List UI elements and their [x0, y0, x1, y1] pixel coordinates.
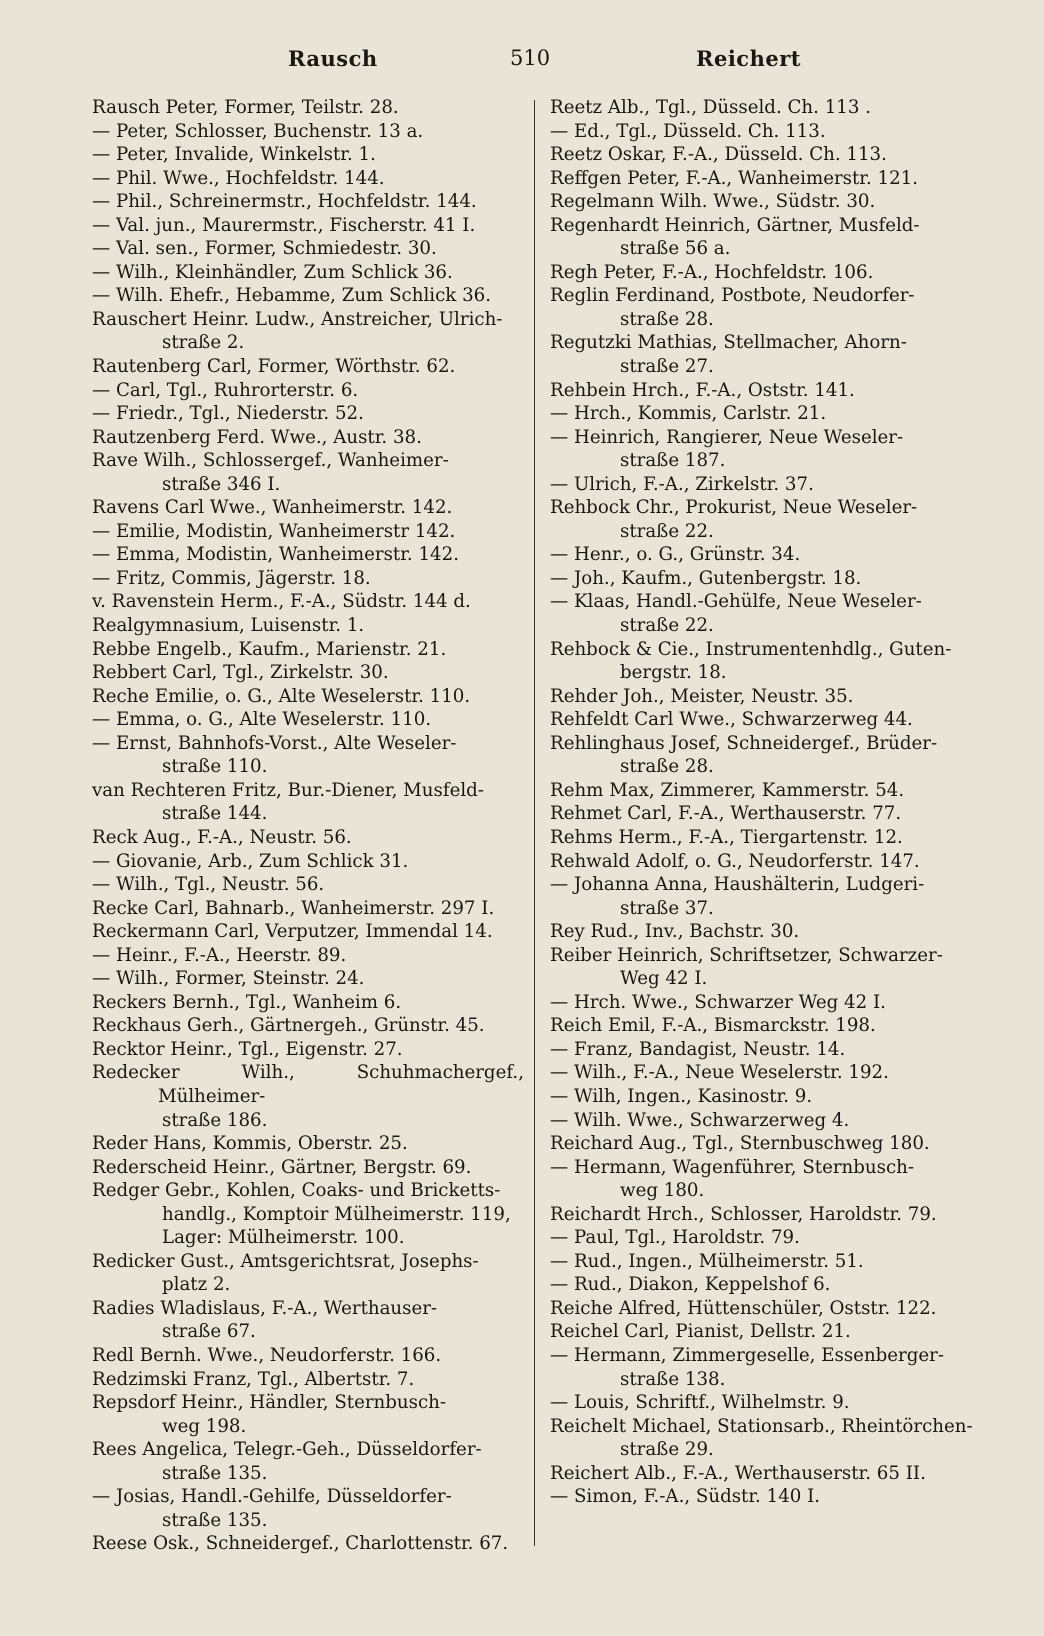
entry-text: — Wilh., Tgl., Neustr. 56.: [92, 874, 325, 896]
directory-entry: [550, 1085, 990, 1109]
entry-text: — Fritz, Commis, Jägerstr. 18.: [92, 567, 371, 589]
directory-entry: [550, 284, 990, 331]
entry-text: — Val. jun., Maurermstr., Fischerstr. 41 I.: [92, 214, 476, 236]
directory-entry: [92, 685, 524, 709]
entry-text: — Heinr., F.-A., Heerstr. 89.: [92, 944, 347, 966]
entry-text: — Peter, Invalide, Winkelstr. 1.: [92, 144, 376, 166]
entry-text: — Wilh. Ehefr., Hebamme, Zum Schlick 36.: [92, 285, 491, 307]
entry-text: — Friedr., Tgl., Niederstr. 52.: [92, 403, 364, 425]
directory-entry: [92, 1532, 524, 1556]
directory-entry: [92, 1014, 524, 1038]
entry-text: — Paul, Tgl., Haroldstr. 79.: [550, 1227, 800, 1249]
directory-entry: [92, 1038, 524, 1062]
directory-entry: [550, 1320, 990, 1344]
directory-entry: [550, 850, 990, 874]
entry-continuation: straße 187.: [620, 450, 726, 472]
entry-text: — Hermann, Zimmergeselle, Essenberger-: [550, 1344, 944, 1366]
entry-text: — Wilh., F.-A., Neue Weselerstr. 192.: [550, 1062, 889, 1084]
directory-entry: [92, 779, 524, 826]
directory-entry: [550, 402, 990, 426]
entry-text: — Hrch. Wwe., Schwarzer Weg 42 I.: [550, 991, 886, 1013]
entry-continuation: weg 180.: [620, 1180, 705, 1202]
directory-entry: [550, 190, 990, 214]
directory-entry: [550, 802, 990, 826]
directory-entry: [550, 590, 990, 637]
entry-text: — Giovanie, Arb., Zum Schlick 31.: [92, 850, 409, 872]
entry-text: Repsdorf Heinr., Händler, Sternbusch-: [92, 1392, 446, 1414]
entry-continuation: weg 198.: [162, 1415, 247, 1437]
entry-text: — Louis, Schriftf., Wilhelmstr. 9.: [550, 1392, 850, 1414]
entry-text: — Franz, Bandagist, Neustr. 14.: [550, 1038, 846, 1060]
directory-entry: [550, 826, 990, 850]
directory-entry: [92, 1132, 524, 1156]
directory-entry: [92, 1156, 524, 1180]
entry-continuation: straße 144.: [162, 803, 268, 825]
entry-text: Redicker Gust., Amtsgerichtsrat, Josephs-: [92, 1250, 479, 1272]
entry-continuation: straße 138.: [620, 1368, 726, 1390]
directory-entry: [550, 496, 990, 543]
directory-entry: [550, 944, 990, 991]
directory-entry: [92, 284, 524, 308]
directory-entry: [550, 473, 990, 497]
entry-text: Rehm Max, Zimmerer, Kammerstr. 54.: [550, 779, 905, 801]
directory-entry: [92, 920, 524, 944]
entry-continuation: straße 110.: [162, 756, 268, 778]
directory-entry: [92, 708, 524, 732]
entry-text: Rebbe Engelb., Kaufm., Marienstr. 21.: [92, 638, 447, 660]
directory-entry: [550, 214, 990, 261]
directory-entry: [550, 1226, 990, 1250]
directory-entry: [92, 567, 524, 591]
entry-text: — Ed., Tgl., Düsseld. Ch. 113.: [550, 120, 826, 142]
entry-text: — Val. sen., Former, Schmiedestr. 30.: [92, 238, 437, 260]
entry-continuation: handlg., Komptoir Mülheimerstr. 119,: [162, 1203, 511, 1225]
entry-text: Rees Angelica, Telegr.-Geh., Düsseldorfer-: [92, 1439, 482, 1461]
entry-text: Regutzki Mathias, Stellmacher, Ahorn-: [550, 332, 907, 354]
entry-continuation: straße 28.: [620, 308, 714, 330]
entry-text: Rehms Herm., F.-A., Tiergartenstr. 12.: [550, 826, 903, 848]
entry-text: — Wilh. Wwe., Schwarzerweg 4.: [550, 1109, 850, 1131]
entry-text: Realgymnasium, Luisenstr. 1.: [92, 615, 365, 637]
directory-entry: [92, 590, 524, 614]
directory-entry: [92, 873, 524, 897]
entry-text: Rehwald Adolf, o. G., Neudorferstr. 147.: [550, 850, 920, 872]
directory-entry: [550, 779, 990, 803]
directory-entry: [92, 1391, 524, 1438]
entry-text: — Hermann, Wagenführer, Sternbusch-: [550, 1156, 914, 1178]
directory-entry: [550, 1415, 990, 1462]
entry-text: Rave Wilh., Schlossergef., Wanheimer-: [92, 450, 449, 472]
entry-text: Reichard Aug., Tgl., Sternbuschweg 180.: [550, 1133, 930, 1155]
entry-text: Redger Gebr., Kohlen, Coaks- und Bricketts-: [92, 1180, 501, 1202]
directory-entry: [550, 1014, 990, 1038]
entry-text: — Emma, o. G., Alte Weselerstr. 110.: [92, 709, 432, 731]
entry-text: Rehbock & Cie., Instrumentenhdlg., Guten-: [550, 638, 952, 660]
directory-entry: [92, 167, 524, 191]
directory-entry: [550, 1344, 990, 1391]
page-header: [0, 46, 1044, 82]
entry-text: Reichardt Hrch., Schlosser, Haroldstr. 79.: [550, 1203, 937, 1225]
entry-text: — Johanna Anna, Haushälterin, Ludgeri-: [550, 874, 925, 896]
left-column: [92, 96, 524, 1556]
directory-entry: [550, 1038, 990, 1062]
directory-entry: [92, 944, 524, 968]
directory-entry: [550, 1273, 990, 1297]
directory-entry: [550, 543, 990, 567]
entry-text: Regelmann Wilh. Wwe., Südstr. 30.: [550, 191, 876, 213]
directory-entry: [92, 1061, 524, 1132]
entry-text: — Josias, Handl.-Gehilfe, Düsseldorfer-: [92, 1486, 452, 1508]
directory-entry: [92, 214, 524, 238]
entry-text: Reichert Alb., F.-A., Werthauserstr. 65 II.: [550, 1462, 926, 1484]
directory-entry: [92, 308, 524, 355]
directory-entry: [550, 1485, 990, 1509]
entry-text: Reckers Bernh., Tgl., Wanheim 6.: [92, 991, 402, 1013]
directory-entry: [550, 732, 990, 779]
entry-text: — Peter, Schlosser, Buchenstr. 13 a.: [92, 120, 424, 142]
entry-text: Regh Peter, F.-A., Hochfeldstr. 106.: [550, 261, 874, 283]
entry-text: Redl Bernh. Wwe., Neudorferstr. 166.: [92, 1344, 442, 1366]
directory-entry: [92, 1179, 524, 1250]
entry-continuation: straße 29.: [620, 1439, 714, 1461]
entry-text: — Klaas, Handl.-Gehülfe, Neue Weseler-: [550, 591, 922, 613]
entry-continuation: straße 27.: [620, 356, 714, 378]
directory-entry: [92, 143, 524, 167]
directory-entry: [550, 991, 990, 1015]
entry-text: — Ernst, Bahnhofs-Vorst., Alte Weseler-: [92, 732, 457, 754]
directory-entry: [92, 120, 524, 144]
entry-text: Rausch Peter, Former, Teilstr. 28.: [92, 97, 399, 118]
header-left-keyword: Rausch: [288, 46, 378, 71]
directory-entry: [550, 96, 990, 120]
directory-entry: [92, 96, 524, 120]
entry-continuation: Weg 42 I.: [620, 968, 708, 990]
directory-entry: [92, 1438, 524, 1485]
entry-text: Redecker Wilh., Schuhmachergef., Mülheimer-: [92, 1062, 524, 1107]
entry-text: Reglin Ferdinand, Postbote, Neudorfer-: [550, 285, 915, 307]
directory-entry: [550, 1297, 990, 1321]
directory-entry: [92, 449, 524, 496]
entry-text: — Wilh, Ingen., Kasinostr. 9.: [550, 1085, 813, 1107]
entry-text: Reese Osk., Schneidergef., Charlottenstr. 67.: [92, 1533, 509, 1555]
directory-entry: [92, 967, 524, 991]
entry-text: — Hrch., Kommis, Carlstr. 21.: [550, 403, 827, 425]
directory-entry: [550, 261, 990, 285]
directory-entry: [92, 426, 524, 450]
entry-text: — Heinrich, Rangierer, Neue Weseler-: [550, 426, 904, 448]
entry-text: — Ulrich, F.-A., Zirkelstr. 37.: [550, 473, 814, 495]
entry-text: — Wilh., Kleinhändler, Zum Schlick 36.: [92, 261, 453, 283]
entry-text: Reiche Alfred, Hüttenschüler, Oststr. 122.: [550, 1297, 937, 1319]
entry-text: Rehder Joh., Meister, Neustr. 35.: [550, 685, 854, 707]
directory-entry: [92, 897, 524, 921]
directory-entry: [92, 261, 524, 285]
directory-entry: [92, 402, 524, 426]
directory-entry: [550, 379, 990, 403]
entry-text: — Joh., Kaufm., Gutenbergstr. 18.: [550, 567, 862, 589]
directory-entry: [550, 920, 990, 944]
entry-text: Reckermann Carl, Verputzer, Immendal 14.: [92, 921, 493, 943]
entry-text: — Phil., Schreinermstr., Hochfeldstr. 144.: [92, 191, 477, 213]
directory-entry: [550, 426, 990, 473]
directory-entry: [92, 355, 524, 379]
header-right-keyword: Reichert: [696, 46, 801, 71]
entry-text: Reche Emilie, o. G., Alte Weselerstr. 110.: [92, 685, 471, 707]
entry-text: Reckhaus Gerh., Gärtnergeh., Grünstr. 45.: [92, 1015, 485, 1037]
entry-text: Reetz Alb., Tgl., Düsseld. Ch. 113 .: [550, 97, 871, 118]
directory-entry: [92, 850, 524, 874]
directory-entry: [92, 1297, 524, 1344]
entry-continuation: straße 135.: [162, 1462, 268, 1484]
directory-entry: [92, 543, 524, 567]
entry-text: Rautenberg Carl, Former, Wörthstr. 62.: [92, 356, 456, 378]
entry-text: Rehfeldt Carl Wwe., Schwarzerweg 44.: [550, 709, 913, 731]
entry-text: Reetz Oskar, F.-A., Düsseld. Ch. 113.: [550, 144, 887, 166]
directory-entry: [550, 1156, 990, 1203]
entry-continuation: straße 28.: [620, 756, 714, 778]
entry-text: Rehmet Carl, F.-A., Werthauserstr. 77.: [550, 803, 902, 825]
entry-continuation: straße 22.: [620, 615, 714, 637]
entry-text: Reiber Heinrich, Schriftsetzer, Schwarzer-: [550, 944, 943, 966]
directory-entry: [92, 661, 524, 685]
directory-entry: [92, 1344, 524, 1368]
directory-entry: [550, 1203, 990, 1227]
directory-entry: [92, 237, 524, 261]
directory-entry: [550, 1109, 990, 1133]
entry-text: Rautzenberg Ferd. Wwe., Austr. 38.: [92, 426, 422, 448]
entry-text: Rehbock Chr., Prokurist, Neue Weseler-: [550, 497, 918, 519]
directory-entry: [92, 1250, 524, 1297]
directory-entry: [92, 1368, 524, 1392]
entry-text: — Wilh., Former, Steinstr. 24.: [92, 968, 365, 990]
entry-continuation: platz 2.: [162, 1274, 231, 1296]
entry-continuation: straße 186.: [162, 1109, 268, 1131]
right-column: [550, 96, 990, 1509]
directory-entry: [550, 1462, 990, 1486]
entry-text: — Emma, Modistin, Wanheimerstr. 142.: [92, 544, 459, 566]
directory-entry: [550, 331, 990, 378]
entry-text: Regenhardt Heinrich, Gärtner, Musfeld-: [550, 214, 920, 236]
directory-entry: [550, 638, 990, 685]
entry-continuation: straße 2.: [162, 332, 245, 354]
entry-continuation: straße 67.: [162, 1321, 256, 1343]
entry-text: — Henr., o. G., Grünstr. 34.: [550, 544, 801, 566]
entry-text: Reich Emil, F.-A., Bismarckstr. 198.: [550, 1015, 876, 1037]
entry-continuation: straße 56 a.: [620, 238, 731, 260]
directory-entry: [550, 1250, 990, 1274]
entry-text: — Emilie, Modistin, Wanheimerstr 142.: [92, 520, 456, 542]
entry-text: — Rud., Ingen., Mülheimerstr. 51.: [550, 1250, 864, 1272]
directory-entry: [550, 1391, 990, 1415]
entry-continuation: straße 37.: [620, 897, 714, 919]
entry-text: Rehbein Hrch., F.-A., Oststr. 141.: [550, 379, 855, 401]
directory-entry: [550, 567, 990, 591]
directory-entry: [550, 1061, 990, 1085]
directory-entry: [550, 120, 990, 144]
entry-text: — Phil. Wwe., Hochfeldstr. 144.: [92, 167, 385, 189]
entry-continuation: straße 135.: [162, 1509, 268, 1531]
entry-text: Reder Hans, Kommis, Oberstr. 25.: [92, 1133, 408, 1155]
directory-entry: [550, 167, 990, 191]
entry-text: van Rechteren Fritz, Bur.-Diener, Musfeld-: [92, 779, 484, 801]
directory-entry: [92, 520, 524, 544]
directory-entry: [550, 708, 990, 732]
entry-text: Ravens Carl Wwe., Wanheimerstr. 142.: [92, 497, 453, 519]
directory-entry: [92, 732, 524, 779]
entry-text: Recke Carl, Bahnarb., Wanheimerstr. 297 I.: [92, 897, 495, 919]
directory-entry: [92, 379, 524, 403]
directory-entry: [550, 873, 990, 920]
directory-entry: [550, 685, 990, 709]
directory-entry: [92, 496, 524, 520]
directory-entry: [92, 991, 524, 1015]
directory-entry: [550, 1132, 990, 1156]
directory-entry: [92, 614, 524, 638]
entry-text: — Rud., Diakon, Keppelshof 6.: [550, 1274, 831, 1296]
entry-text: Radies Wladislaus, F.-A., Werthauser-: [92, 1297, 438, 1319]
entry-continuation: straße 346 I.: [162, 473, 281, 495]
column-divider: [534, 100, 535, 1546]
directory-entry: [550, 143, 990, 167]
entry-continuation: Lager: Mülheimerstr. 100.: [162, 1227, 405, 1249]
entry-continuation: bergstr. 18.: [620, 662, 727, 684]
directory-entry: [92, 826, 524, 850]
page-number: 510: [510, 46, 551, 70]
directory-entry: [92, 1485, 524, 1532]
entry-text: Rehlinghaus Josef, Schneidergef., Brüder-: [550, 732, 938, 754]
entry-text: Reffgen Peter, F.-A., Wanheimerstr. 121.: [550, 167, 919, 189]
entry-continuation: straße 22.: [620, 520, 714, 542]
entry-text: — Carl, Tgl., Ruhrorterstr. 6.: [92, 379, 359, 401]
entry-text: Reichel Carl, Pianist, Dellstr. 21.: [550, 1321, 851, 1343]
entry-text: Rauschert Heinr. Ludw., Anstreicher, Ulrich-: [92, 308, 503, 330]
entry-text: Recktor Heinr., Tgl., Eigenstr. 27.: [92, 1038, 403, 1060]
entry-text: Rebbert Carl, Tgl., Zirkelstr. 30.: [92, 662, 389, 684]
directory-entry: [92, 638, 524, 662]
entry-text: Rey Rud., Inv., Bachstr. 30.: [550, 921, 800, 943]
entry-text: v. Ravenstein Herm., F.-A., Südstr. 144 d.: [92, 591, 471, 613]
entry-text: Reck Aug., F.-A., Neustr. 56.: [92, 826, 352, 848]
directory-entry: [92, 190, 524, 214]
entry-text: — Simon, F.-A., Südstr. 140 I.: [550, 1486, 821, 1508]
entry-text: Reichelt Michael, Stationsarb., Rheintörchen-: [550, 1415, 973, 1437]
entry-text: Rederscheid Heinr., Gärtner, Bergstr. 69.: [92, 1156, 472, 1178]
entry-text: Redzimski Franz, Tgl., Albertstr. 7.: [92, 1368, 415, 1390]
